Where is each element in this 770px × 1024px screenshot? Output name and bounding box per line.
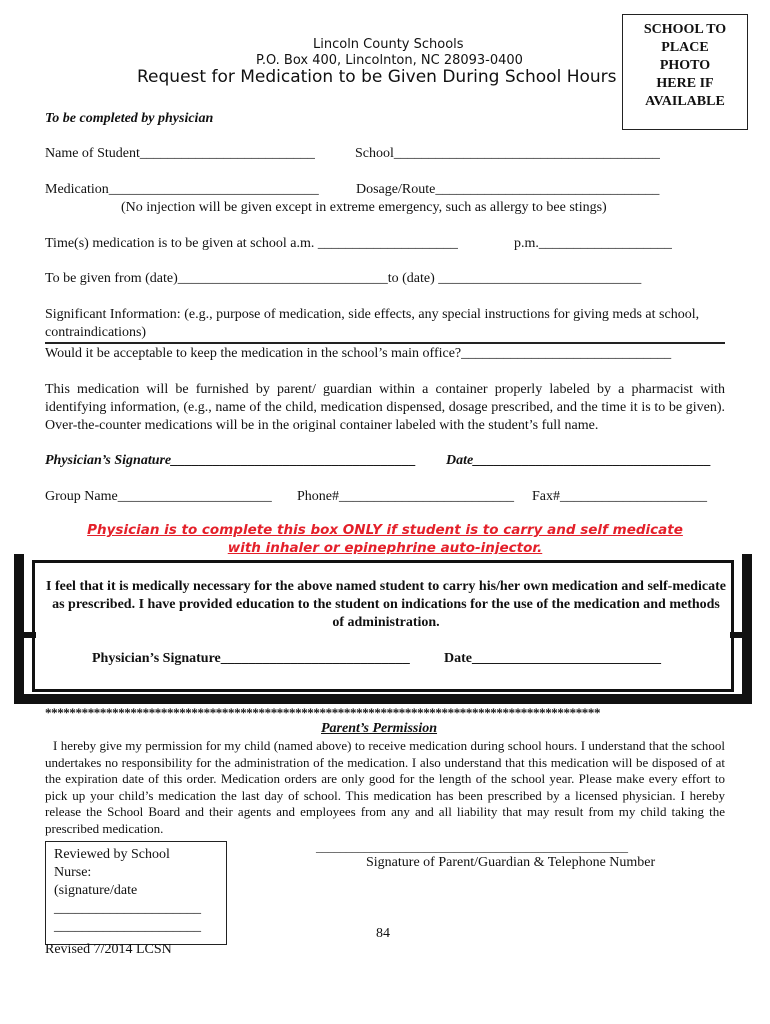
- page-title: Request for Medication to be Given During School Hours: [137, 67, 617, 87]
- furnished-statement: This medication will be furnished by parent/ guardian within a container properly labeled by a pharmacist with identifying information, (e.g., name of the child, medication dispensed, dosage prescribed, and the time it is to be given). Over-the-counter medications will be in the original container labeled with the student’s full name.: [45, 382, 725, 433]
- district-address: P.O. Box 400, Lincolnton, NC 28093-0400: [256, 53, 523, 68]
- times-am-field[interactable]: Time(s) medication is to be given at school a.m. ____________________: [45, 236, 458, 251]
- significant-info-field[interactable]: Significant Information: (e.g., purpose of medication, side effects, any special instructions for giving meds at school, contraindications): [45, 307, 700, 340]
- frame-tab: [14, 632, 36, 638]
- revision-note: Revised 7/2014 LCSN: [45, 942, 172, 956]
- significant-info-rule: [45, 342, 725, 344]
- parent-permission-heading: Parent’s Permission: [321, 721, 438, 736]
- nurse-box-line: Reviewed by School: [54, 847, 170, 862]
- self-medicate-signature-field[interactable]: Physician’s Signature___________________________: [92, 651, 410, 666]
- nurse-date-blank[interactable]: _____________________: [54, 919, 201, 934]
- photo-box-line: PHOTO: [659, 58, 711, 73]
- photo-box-line: SCHOOL TO: [643, 22, 727, 37]
- page-number: 84: [376, 926, 390, 941]
- self-medicate-statement: I feel that it is medically necessary for the above named student to carry his/her own medication and self-medicate as prescribed. I have provided education to the student on indications for the use of the medication and methods of administration.: [46, 579, 726, 630]
- nurse-box-line: (signature/date: [54, 883, 138, 898]
- main-office-field[interactable]: Would it be acceptable to keep the medication in the school’s main office?______________________________: [45, 346, 672, 361]
- photo-box-line: AVAILABLE: [645, 94, 725, 109]
- frame-tab: [730, 632, 752, 638]
- parent-permission-text: I hereby give my permission for my child (named above) to receive medication during school hours. I understand that the school undertakes no responsibility for the administration of the medication. I also understand that this medication will be disposed of at the expiration date of this order. Medication orders are only good for the length of the school year. Please make every effort to pick up your child’s medication the last day of school. This medication has been prescribed by a licensed physician. I hereby release the School Board and their agents and employees from any and all liability that may result from my child taking the prescribed medication.: [45, 738, 725, 836]
- physician-section-heading: To be completed by physician: [45, 111, 214, 126]
- nurse-review-box[interactable]: [45, 841, 227, 945]
- physician-signature-field[interactable]: Physician’s Signature___________________________________: [45, 453, 417, 468]
- group-name-field[interactable]: Group Name______________________: [45, 489, 272, 504]
- date-range-field[interactable]: To be given from (date)______________________________to (date) _____________________________: [45, 271, 642, 286]
- self-medicate-notice: Physician is to complete this box ONLY if student is to carry and self medicate: [87, 522, 683, 538]
- asterisk-divider: *******************************************************************************************: [45, 705, 601, 720]
- parent-signature-line[interactable]: ____________________________________________________: [316, 840, 628, 854]
- school-field[interactable]: School______________________________________: [355, 146, 660, 161]
- self-medicate-notice-line2: with inhaler or epinephrine auto-injector.: [227, 540, 543, 554]
- photo-box-line: HERE IF: [656, 76, 714, 91]
- phone-field[interactable]: Phone#_________________________: [297, 489, 514, 504]
- dosage-route-field[interactable]: Dosage/Route________________________________: [356, 182, 660, 197]
- student-name-field[interactable]: Name of Student_________________________: [45, 146, 315, 161]
- nurse-signature-blank[interactable]: _____________________: [54, 901, 201, 916]
- nurse-box-line: Nurse:: [54, 865, 92, 880]
- fax-field[interactable]: Fax#_____________________: [532, 489, 707, 504]
- district-name: Lincoln County Schools: [313, 37, 464, 52]
- photo-box-line: PLACE: [661, 40, 709, 55]
- parent-signature-label: Signature of Parent/Guardian & Telephone Number: [366, 855, 656, 870]
- medication-field[interactable]: Medication______________________________: [45, 182, 319, 197]
- physician-date-field[interactable]: Date__________________________________: [446, 453, 712, 468]
- photo-placeholder-box: [622, 14, 748, 130]
- self-medicate-date-field[interactable]: Date___________________________: [444, 651, 661, 666]
- injection-note: (No injection will be given except in extreme emergency, such as allergy to bee stings): [121, 200, 607, 215]
- times-pm-field[interactable]: p.m.___________________: [514, 236, 672, 251]
